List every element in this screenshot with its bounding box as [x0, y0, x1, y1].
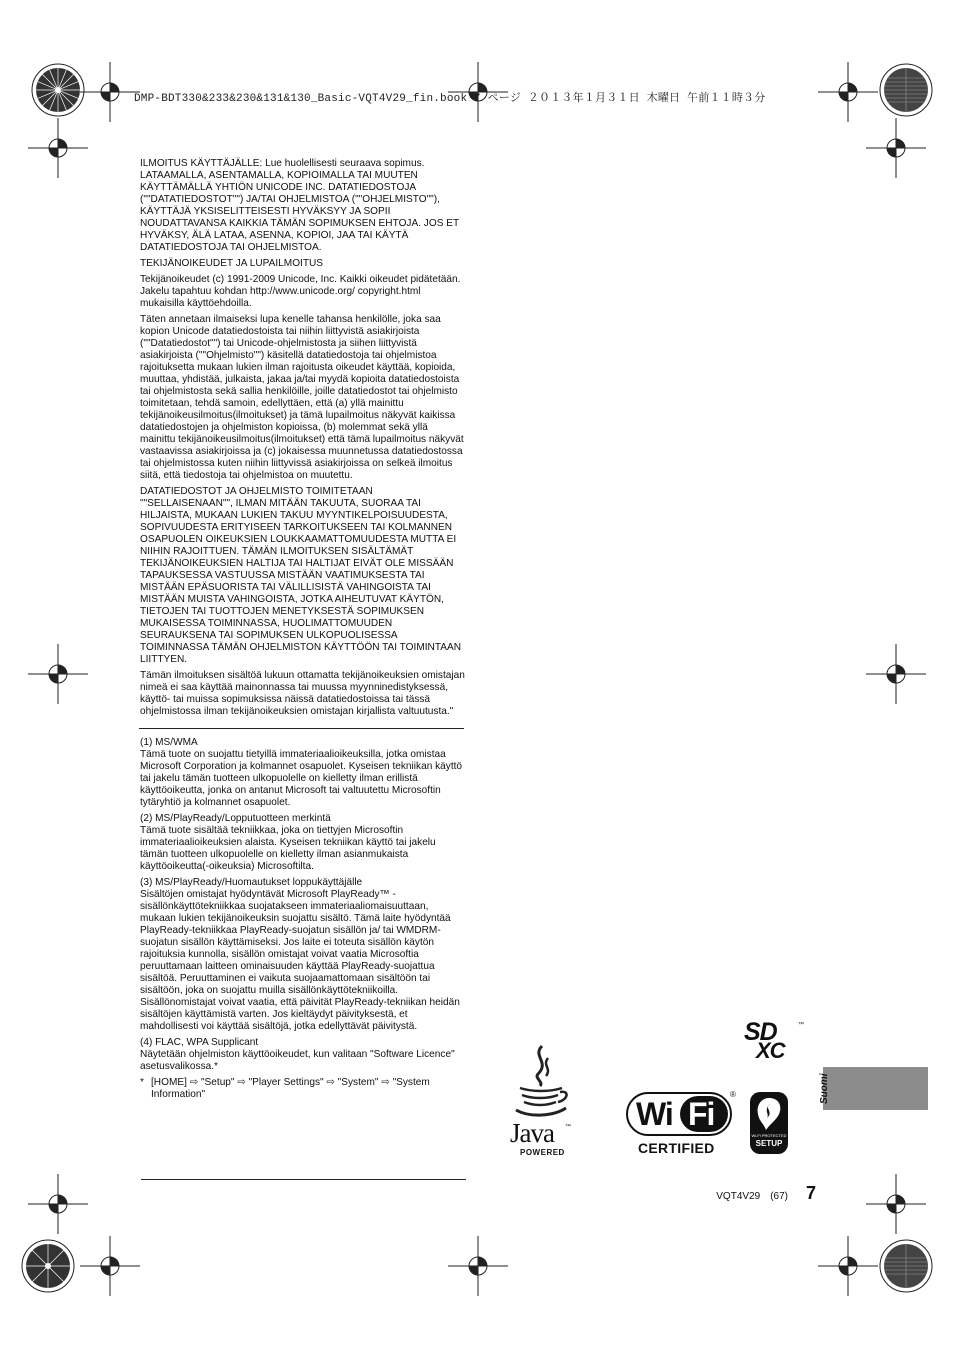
sdxc-logo-sd: SD	[744, 1018, 777, 1046]
registration-mark-top-right	[876, 60, 936, 120]
note-title: (4) FLAC, WPA Supplicant	[140, 1037, 259, 1048]
crosshair-mark-left-middle	[28, 644, 88, 704]
crosshair-mark-top-center-left	[80, 62, 140, 122]
crosshair-mark-right-middle	[866, 644, 926, 704]
java-logo	[508, 1044, 576, 1160]
section-divider	[139, 728, 464, 729]
note-title: (1) MS/WMA	[140, 737, 198, 748]
page-reference: (67)	[770, 1191, 788, 1202]
note-playready-end-user	[140, 877, 465, 1033]
java-cup-icon	[510, 1044, 570, 1120]
wifi-logo-badge	[626, 1092, 732, 1136]
wifi-logo-registered: ®	[730, 1090, 736, 1099]
note-flac-wpa	[140, 1037, 465, 1073]
wifi-logo-fi-box	[680, 1096, 728, 1132]
page-footer	[716, 1183, 816, 1204]
java-logo-powered: POWERED	[520, 1148, 565, 1157]
sdxc-logo-tm: ™	[798, 1022, 804, 1028]
bottom-divider	[141, 1179, 466, 1180]
wifi-logo-wi: Wi	[636, 1096, 673, 1132]
sdxc-logo-xc: XC	[756, 1038, 785, 1063]
note-body: Näytetään ohjelmiston käyttöoikeudet, kun valitaan "Software Licence" asetusvalikossa.*	[140, 1049, 455, 1072]
language-label-wrap	[818, 1064, 832, 1104]
crosshair-mark-top-left	[28, 118, 88, 178]
java-logo-tm: ™	[565, 1124, 571, 1130]
footnote	[140, 1077, 465, 1101]
wps-logo-setup: SETUP	[755, 1139, 783, 1148]
crosshair-mark-right-upper	[866, 118, 926, 178]
registration-mark-top-left	[28, 60, 88, 120]
license-paragraph-notice: ILMOITUS KÄYTTÄJÄLLE: Lue huolellisesti seuraava sopimus. LATAAMALLA, ASENTAMALLA, KOPIOIMALLA TAI MUUTEN KÄYTTÄMÄLLÄ YHTIÖN UNICODE INC. DATATIEDOSTOJA (""DATATIEDOSTOT"") JA/TAI OHJELMISTOA (""OHJELMISTO""), KÄYTTÄJÄ YKSISELITTEISESTI HYVÄKSYY JA SOPII NOUDATTAVANSA KAIKKIA TÄMÄN SOPIMUKSEN EHTOJA. JOS ET HYVÄKSY, ÄLÄ LATAA, ASENNA, KOPIOI, JAA TAI KÄYTÄ DATATIEDOSTOJA TAI OHJELMISTOA.	[140, 158, 459, 253]
note-body: Tämä tuote on suojattu tietyillä immateriaalioikeuksilla, jotka omistaa Microsoft Corporation ja kolmannet osapuolet. Kyseisen tekniikan käyttö tai jakelu tämän tuotteen ulkopuolelle on kielletty ilman erillistä käyttöoikeutta, jonka on antanut Microsoft tai valtuutettu Microsoftin tytäryhtiö ja kolmannet osapuolet.	[140, 749, 463, 808]
crosshair-mark-bottom-center-right	[818, 1236, 878, 1296]
crosshair-mark-bottom-center-left	[80, 1236, 140, 1296]
wps-logo-badge	[750, 1092, 788, 1154]
sdxc-logo	[742, 1018, 806, 1064]
note-body: Sisältöjen omistajat hyödyntävät Microsoft PlayReady™ -sisällönkäyttötekniikkaa suojatakseen immateriaaliomaisuuttaan, mukaan lukien tekijänoikeuksin suojattu sisältö. Tämä laite hyödyntää PlayReady-tekniikkaa PlayReady-suojatun sisällön ja/ tai WMDRM-suojatun sisällön käyttämiseksi. Jos laite ei toteuta sisällön käytön rajoituksia kunnolla, sisällön omistajat voivat vaatia Microsoftia peruuttamaan laitteen ominaisuuden käyttää PlayReady-suojattua sisältöä. Peruuttaminen ei vaikuta suojaamattomaan sisältöön tai sisältöön, joka on suojattu muilla sisällönkäyttötekniikoilla. Sisällönomistajat voivat vaatia, että päivität PlayReady-tekniikan heidän sisältöjen käyttämistä varten. Jos kieltäydyt päivityksestä, et mahdollisesti voi käyttää sisältöjä, jotka edellyttävät päivitystä.	[140, 889, 460, 1032]
note-title: (3) MS/PlayReady/Huomautukset loppukäyttäjälle	[140, 877, 363, 888]
wps-logo-protected: Wi-Fi PROTECTED	[751, 1133, 787, 1138]
registration-mark-bottom-right	[876, 1236, 936, 1296]
footnote-text: [HOME] ⇨ "Setup" ⇨ "Player Settings" ⇨ "System" ⇨ "System Information"	[151, 1077, 430, 1100]
license-paragraph-heading: TEKIJÄNOIKEUDET JA LUPAILMOITUS	[140, 258, 324, 269]
print-file-header: DMP-BDT330&233&230&131&130_Basic-VQT4V29_fin.book 7 ページ ２０１３年１月３１日 木曜日 午前１１時３分	[134, 93, 766, 105]
wps-keyhole-icon	[750, 1094, 788, 1134]
license-column	[140, 158, 465, 1101]
license-paragraph-advertising: Tämän ilmoituksen sisältöä lukuun ottamatta tekijänoikeuksien omistajan nimeä ei saa käyttää mainonnassa tai muussa myynninedistyksessä, käyttö- tai muissa sopimuksissa näissä datatiedostoissa tai tässä ohjelmistossa ilman tekijänoikeuksien omistajan kirjallista valtuutusta."	[140, 670, 465, 717]
language-label: Suomi	[819, 1073, 830, 1104]
crosshair-mark-bottom-center	[448, 1236, 508, 1296]
java-logo-word: Java	[510, 1118, 554, 1148]
license-paragraph-permission: Täten annetaan ilmaiseksi lupa kenelle tahansa henkilölle, joka saa kopion Unicode datatiedostoista tai niihin liittyvistä asiakirjoista (""Datatiedostot"") tai Unicode-ohjelmistosta ja siihen liittyvistä asiakirjoista (""Ohjelmisto"") käsitellä datatiedostoja tai ohjelmistoa rajoituksetta mukaan lukien ilman rajoitusta oikeudet käyttää, kopioida, muuttaa, yhdistää, julkaista, jakaa ja/tai myydä kopioita datatiedostoista tai ohjelmistosta sekä sallia henkilöille, joille datatiedostot tai ohjelmisto toimitetaan, tehdä samoin, edellyttäen, että (a) yllä mainittu tekijänoikeusilmoitus(ilmoitukset) ja tämä lupailmoitus näkyvät kaikissa datatiedostojen ja ohjelmiston kopioissa, (b) molemmat sekä yllä mainittu tekijänoikeusilmoitus(ilmoitukset) että tämä lupailmoitus näkyvät vastaavissa asiakirjoissa ja (c) jokaisessa muunnetussa datatiedostossa tai ohjelmistossa kuten niihin liittyvissä asiakirjoissa on selkeä ilmoitus siitä, että tiedostoja tai ohjelmistoa on muutettu.	[140, 314, 464, 481]
language-tab	[823, 1067, 928, 1110]
wifi-logo-fi: Fi	[688, 1096, 715, 1132]
license-paragraph-copyright: Tekijänoikeudet (c) 1991-2009 Unicode, Inc. Kaikki oikeudet pidätetään. Jakelu tapahtuu kohdan http://www.unicode.org/ copyright.html mukaisilla käyttöehdoilla.	[140, 274, 461, 309]
wifi-certified-logo	[626, 1092, 738, 1158]
footnote-marker: *	[140, 1077, 144, 1088]
note-title: (2) MS/PlayReady/Lopputuotteen merkintä	[140, 813, 331, 824]
page-number: 7	[805, 1183, 816, 1203]
crosshair-mark-bottom-left	[28, 1174, 88, 1234]
note-ms-wma	[140, 737, 465, 809]
crosshair-mark-bottom-right	[866, 1174, 926, 1234]
note-body: Tämä tuote sisältää tekniikkaa, joka on tiettyjen Microsoftin immateriaalioikeuksien alaista. Kyseisen tekniikan käyttö tai jakelu tämän tuotteen ulkopuolelle on kielletty ilman asianmukaista käyttöoikeutta(-oikeuksia) Microsoftilta.	[140, 825, 436, 872]
registration-mark-bottom-left	[18, 1236, 78, 1296]
note-playready-marking	[140, 813, 465, 873]
wps-logo	[750, 1092, 790, 1156]
license-paragraph-disclaimer: DATATIEDOSTOT JA OHJELMISTO TOIMITETAAN ""SELLAISENAAN"", ILMAN MITÄÄN TAKUUTA, SUORAA TAI HILJAISTA, MUKAAN LUKIEN TAKUU MYYNTIKELPOISUUDESTA, SOPIVUUDESTA ERITYISEEN TARKOITUKSEEN TAI KOLMANNEN OSAPUOLEN OIKEUKSIEN LOUKKAAMATTOMUUDESTA MUTTA EI NIIHIN RAJOITTUEN. TÄMÄN ILMOITUKSEN SISÄLTÄMÄT TEKIJÄNOIKEUKSIEN HALTIJA TAI HALTIJAT EIVÄT OLE MISSÄÄN TAPAUKSESSA VASTUUSSA MISTÄÄN VAATIMUKSESTA TAI MISTÄÄN EPÄSUORISTA TAI VÄLILLISISTÄ VAHINGOISTA TAI MISTÄÄN MUISTA VAHINGOISTA, JOTKA AIHEUTUVAT KÄYTÖN, TIETOJEN TAI TUOTTOJEN MENETYKSESTÄ SOPIMUKSEN MUKAISESSA TOIMINNASSA, HUOLIMATTOMUUDEN SEURAUKSENA TAI SOPIMUKSEN ULKOPUOLISESSA TOIMINNASSA TÄMÄN OHJELMISTON KÄYTTÖÖN TAI TOIMINTAAN LIITTYEN.	[140, 486, 461, 665]
wifi-logo-certified: CERTIFIED	[638, 1140, 715, 1156]
document-code: VQT4V29	[716, 1191, 761, 1202]
